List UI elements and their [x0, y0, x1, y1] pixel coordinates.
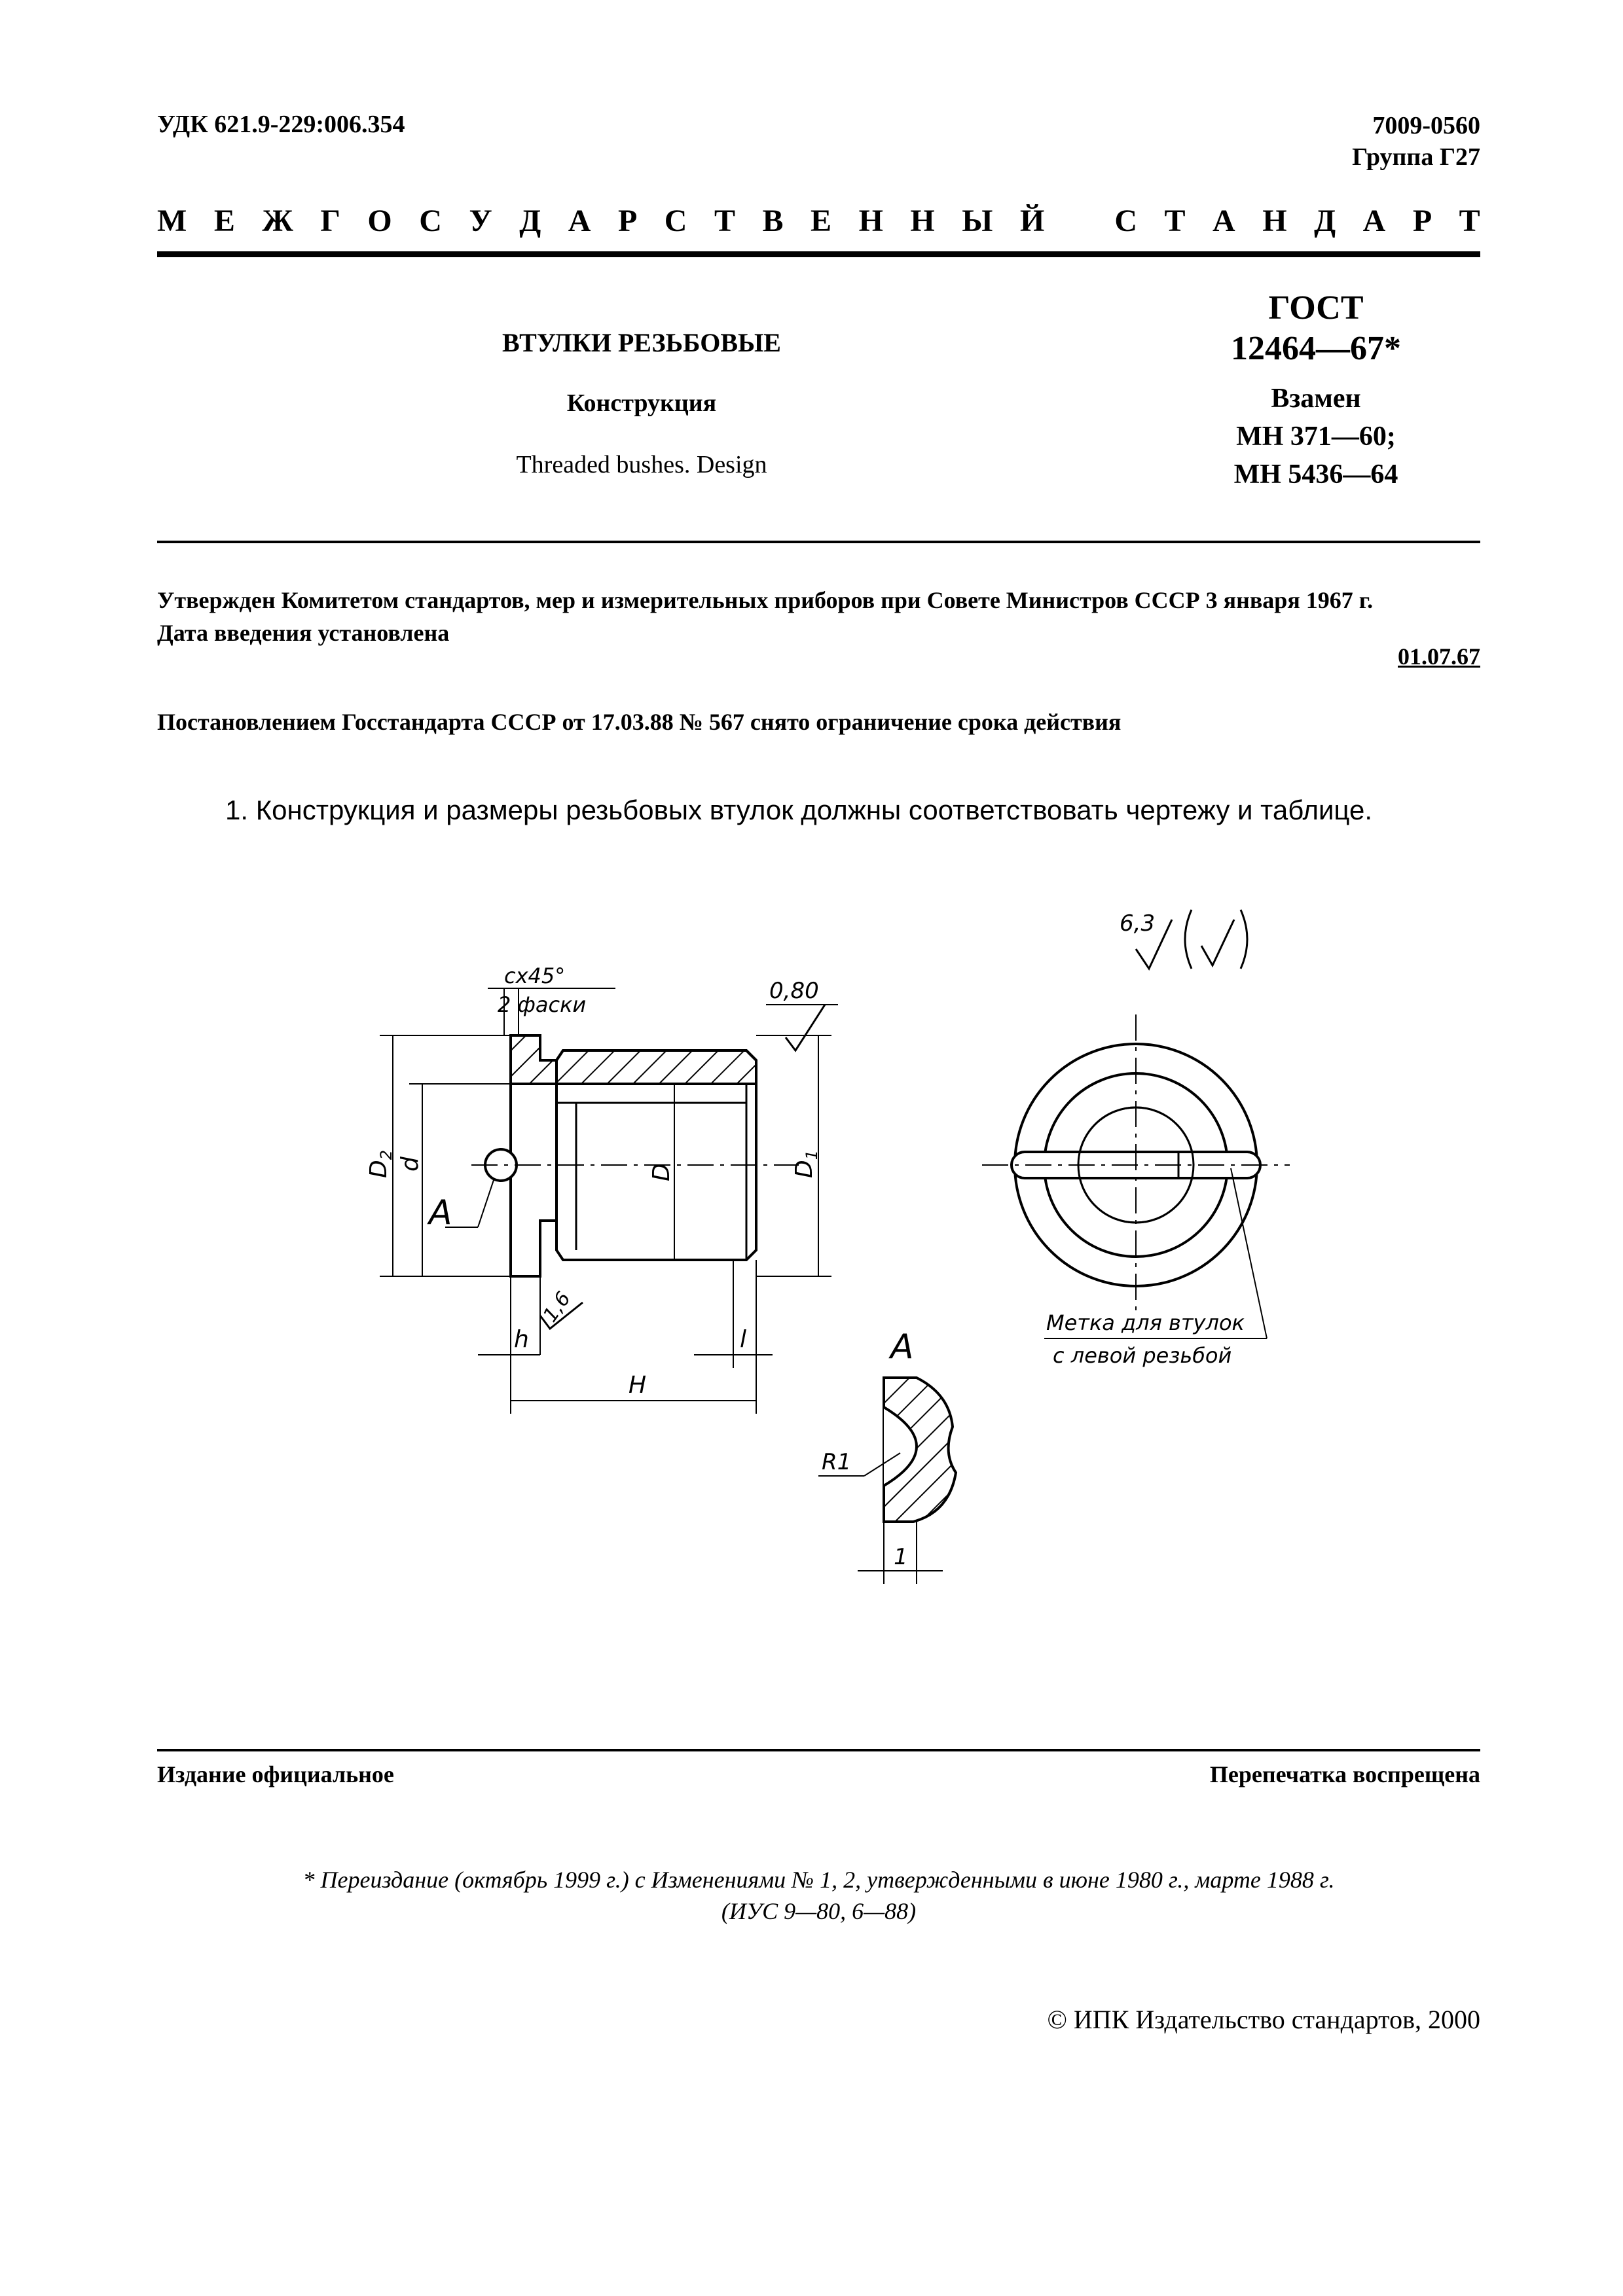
heading-letter: Й	[1019, 204, 1045, 238]
heading-letter: Т	[1164, 204, 1186, 238]
heading-letter: Г	[320, 204, 340, 238]
heading-letter: Н	[1262, 204, 1287, 238]
replaces-standard-1: МН 371—60;	[1236, 422, 1396, 452]
heading-letter: Ы	[962, 204, 993, 238]
dim-d-label: d	[397, 1157, 424, 1172]
title-rule	[157, 541, 1480, 543]
dim-H-label: H	[629, 1372, 647, 1399]
resolution-text: Постановлением Госстандарта СССР от 17.03.88 № 567 снято ограничение срока действия	[157, 709, 1122, 735]
gost-designation	[1178, 288, 1453, 369]
heading-letter: В	[762, 204, 784, 238]
roughness-080-label: 0,80	[769, 978, 819, 1004]
replaces-label: Взамен	[1271, 384, 1361, 414]
roughness-63-label: 6,3	[1120, 910, 1156, 937]
bushing-drawing	[288, 884, 1349, 1604]
radius-label: R1	[822, 1449, 852, 1475]
replaces-block	[1178, 380, 1453, 493]
dim-D1-label: $D_1$	[791, 1149, 821, 1178]
header-rule	[157, 251, 1480, 257]
heading-letter: У	[469, 204, 492, 238]
approval-text: Утвержден Комитетом стандартов, мер и измерительных приборов при Совете Министров СССР 3 января 1967 г.	[157, 587, 1374, 613]
heading-letter: Н	[858, 204, 883, 238]
reissue-note-line-1: * Переиздание (октябрь 1999 г.) с Изменениями № 1, 2, утвержденными в июне 1980 г., марте 1988 г.	[302, 1867, 1335, 1893]
heading-letter: Е	[811, 204, 832, 238]
detail-a-section	[818, 1378, 956, 1584]
interstate-standard-heading	[157, 203, 1480, 239]
heading-letter: Е	[213, 204, 235, 238]
gost-number: 12464—67*	[1231, 330, 1401, 367]
heading-letter: Т	[714, 204, 735, 238]
end-view	[982, 1014, 1290, 1338]
heading-letter: А	[568, 204, 591, 238]
heading-letter: Т	[1459, 204, 1480, 238]
chamfer-label: cx45°	[504, 963, 566, 988]
document-title: ВТУЛКИ РЕЗЬБОВЫЕ	[502, 328, 781, 357]
heading-letter: Н	[910, 204, 935, 238]
document-title-english: Threaded bushes. Design	[516, 451, 767, 478]
heading-letter: Д	[1314, 204, 1336, 238]
heading-letter: Д	[519, 204, 541, 238]
effective-date-label: Дата введения установлена	[157, 620, 450, 646]
classification-block	[1352, 110, 1480, 173]
view-a-label: A	[429, 1193, 452, 1232]
reprint-prohibited-label: Перепечатка воспрещена	[1209, 1761, 1480, 1787]
official-edition-label: Издание официальное	[157, 1761, 394, 1787]
heading-letter: Ж	[262, 204, 293, 238]
udk-code: УДК 621.9-229:006.354	[157, 111, 405, 138]
depth-label: 1	[894, 1544, 908, 1570]
heading-letter: Р	[617, 204, 638, 238]
copyright: © ИПК Издательство стандартов, 2000	[1047, 2005, 1480, 2034]
heading-letter: М	[157, 204, 187, 238]
group-code: Группа Г27	[1352, 143, 1480, 171]
effective-date: 01.07.67	[1398, 643, 1480, 670]
heading-letter: Р	[1412, 204, 1432, 238]
reissue-note	[157, 1864, 1480, 1927]
heading-letter: А	[1213, 204, 1235, 238]
heading-letter: С	[1114, 204, 1137, 238]
reissue-note-line-2: (ИУС 9—80, 6—88)	[721, 1898, 917, 1924]
heading-letter: С	[664, 204, 687, 238]
heading-letter: А	[1362, 204, 1386, 238]
heading-letter	[1072, 203, 1087, 239]
heading-letter: С	[419, 204, 442, 238]
footer-rule	[157, 1749, 1480, 1751]
document-subtitle: Конструкция	[566, 389, 717, 417]
roughness-16-label: 1,6	[538, 1287, 575, 1327]
dim-D2-label: $D_2$	[365, 1149, 395, 1178]
chamfer-note: 2 фаски	[498, 992, 587, 1017]
replaces-standard-2: МН 5436—64	[1233, 459, 1398, 490]
gost-label: ГОСТ	[1268, 289, 1364, 327]
okp-code: 7009-0560	[1372, 112, 1480, 139]
dim-D-label: D	[648, 1163, 675, 1181]
dim-l-label: l	[740, 1326, 747, 1353]
mark-note-line-1: Метка для втулок	[1046, 1310, 1245, 1335]
clause-1: 1. Конструкция и размеры резьбовых втулок должны соответствовать чертежу и таблице.	[225, 795, 1373, 825]
mark-note-line-2: с левой резьбой	[1053, 1343, 1232, 1368]
dim-h-label: h	[514, 1326, 529, 1353]
heading-letter: О	[367, 204, 392, 238]
section-a-label: A	[890, 1327, 914, 1367]
